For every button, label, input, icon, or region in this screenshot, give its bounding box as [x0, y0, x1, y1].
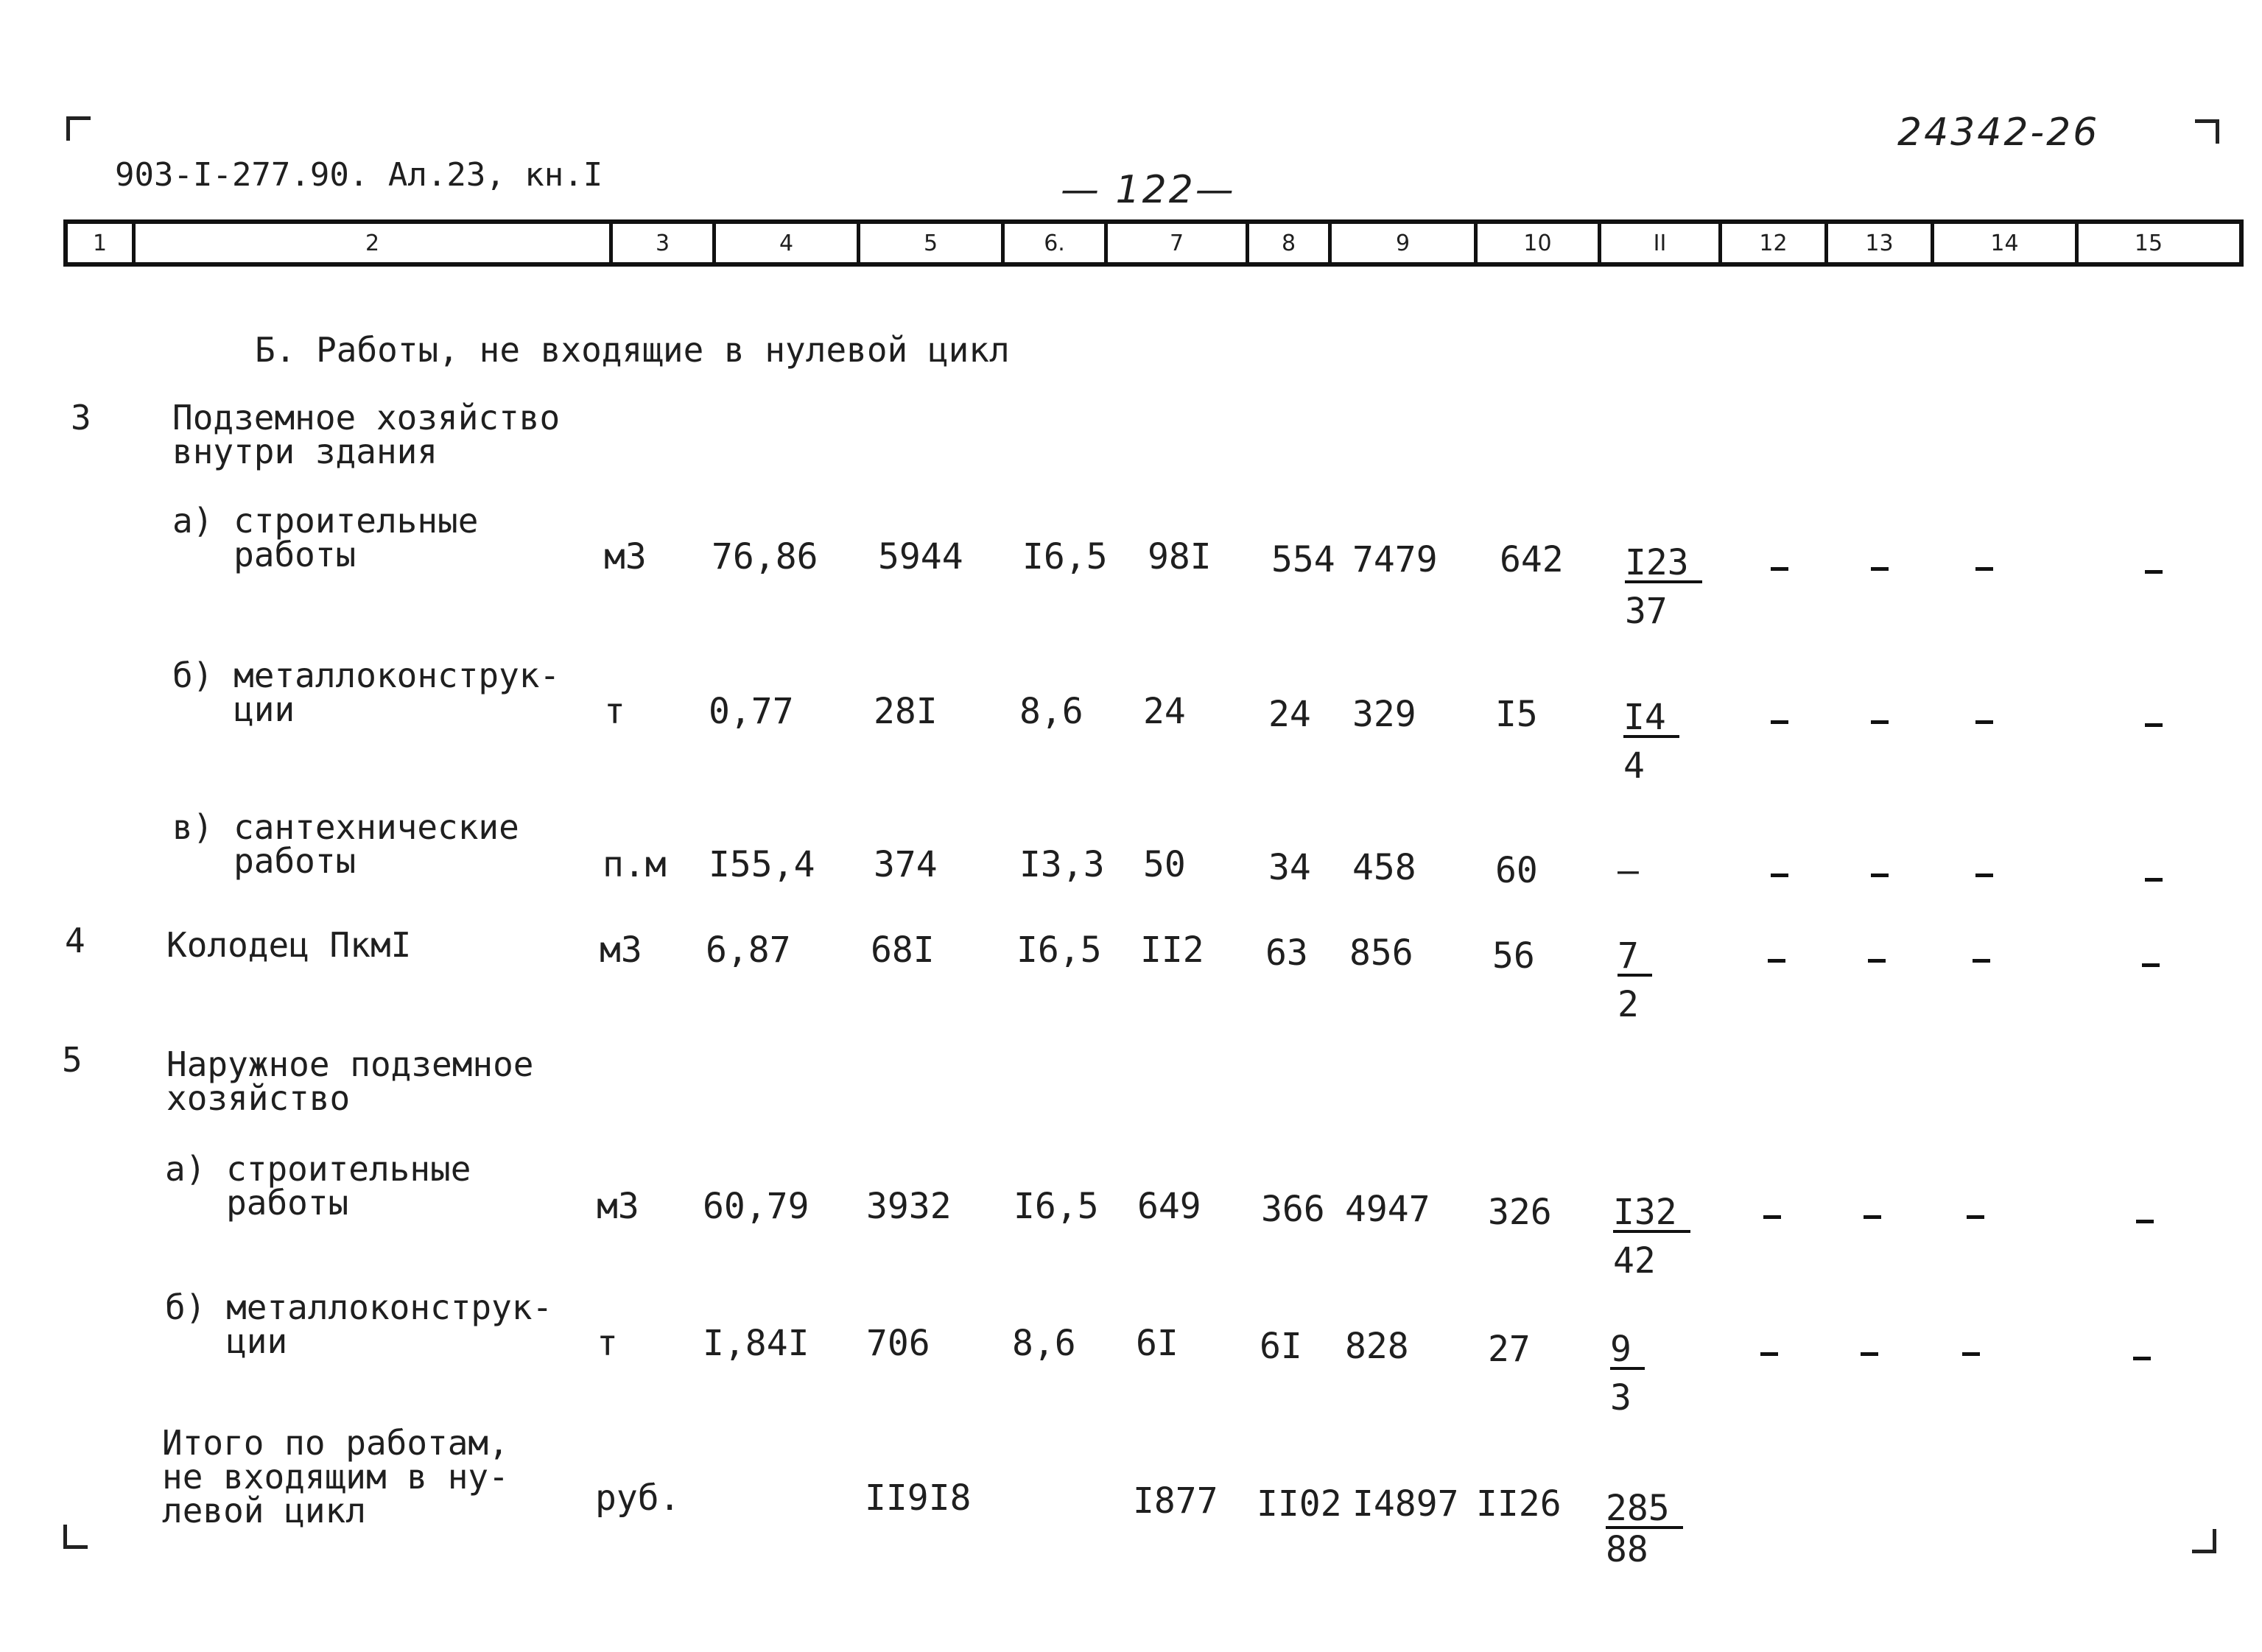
empty-cell-dash — [1967, 1215, 1984, 1219]
value-cell: – — [1618, 850, 1639, 891]
value-cell: I877 — [1133, 1480, 1218, 1522]
empty-cell-dash — [1871, 567, 1889, 571]
fraction-cell — [1625, 542, 1702, 632]
fraction-denominator: 88 — [1606, 1529, 1648, 1570]
row-name-line: Колодец ПкмI — [166, 925, 412, 965]
column-header: 9 — [1332, 224, 1478, 262]
cost-cell: 5944 — [878, 536, 963, 577]
value-cell: I5 — [1495, 694, 1538, 735]
empty-cell-dash — [2136, 1220, 2154, 1223]
column-header: II — [1601, 224, 1722, 262]
fraction-cell — [1618, 935, 1652, 1025]
group-number: 5 — [62, 1040, 82, 1080]
value-cell: 63 — [1265, 932, 1308, 974]
group-name-line: Подземное хозяйство — [172, 398, 561, 437]
group-name-line: хозяйство — [166, 1078, 351, 1118]
total-label-line: не входящим в ну- — [162, 1457, 509, 1497]
value-cell: 34 — [1268, 847, 1311, 888]
column-header: 4 — [716, 224, 860, 262]
value-cell: 6I — [1260, 1326, 1302, 1367]
column-header: 14 — [1934, 224, 2079, 262]
fraction-denominator: 37 — [1625, 591, 1668, 632]
quantity-cell: 76,86 — [712, 536, 818, 577]
value-cell: 366 — [1261, 1189, 1325, 1230]
column-header: 7 — [1108, 224, 1249, 262]
value-cell: 98I — [1148, 536, 1212, 577]
cost-cell: 28I — [874, 691, 938, 732]
quantity-cell: 60,79 — [703, 1186, 809, 1227]
column-header: 10 — [1478, 224, 1601, 262]
value-cell: 24 — [1268, 694, 1311, 735]
unit-cell: руб. — [595, 1477, 681, 1519]
value-cell: 56 — [1492, 935, 1535, 977]
row-name — [166, 925, 412, 965]
value-cell: I3,3 — [1019, 844, 1105, 885]
section-title: Б. Работы, не входящие в нулевой цикл — [255, 330, 1010, 370]
quantity-cell: 6,87 — [706, 929, 791, 971]
fraction-numerator: 285 — [1606, 1491, 1683, 1529]
column-header: 15 — [2134, 230, 2163, 256]
value-cell: 326 — [1488, 1192, 1552, 1233]
quantity-cell: I55,4 — [709, 844, 815, 885]
row-name — [172, 655, 561, 729]
fraction-numerator: I32 — [1613, 1195, 1690, 1233]
value-cell: 649 — [1137, 1186, 1201, 1227]
row-name-line: работы — [172, 535, 356, 574]
row-name — [172, 501, 479, 574]
column-header: 3 — [613, 224, 716, 262]
empty-cell-dash — [1760, 1352, 1778, 1356]
value-cell: II02 — [1257, 1483, 1342, 1525]
value-cell: 24 — [1143, 691, 1186, 732]
row-name-line: б) металлоконструк- — [165, 1287, 553, 1327]
value-cell: II2 — [1140, 929, 1204, 971]
quantity-cell: 0,77 — [709, 691, 794, 732]
fraction-cell — [1613, 1192, 1690, 1282]
value-cell: 8,6 — [1019, 691, 1083, 732]
row-name — [165, 1287, 553, 1361]
empty-cell-dash — [1771, 874, 1788, 877]
value-cell: I6,5 — [1014, 1186, 1099, 1227]
empty-cell-dash — [2145, 723, 2163, 727]
unit-cell: м3 — [604, 536, 647, 577]
empty-cell-dash — [1768, 959, 1785, 963]
row-name-line: работы — [165, 1183, 349, 1223]
cost-cell: II9I8 — [865, 1477, 972, 1519]
fraction-cell — [1606, 1488, 1683, 1570]
fraction-denominator: 4 — [1623, 745, 1645, 787]
empty-cell-dash — [1763, 1215, 1781, 1219]
fraction-numerator: 7 — [1618, 938, 1652, 977]
value-cell: I6,5 — [1016, 929, 1102, 971]
empty-cell-dash — [1771, 720, 1788, 724]
empty-cell-dash — [1871, 720, 1889, 724]
empty-cell-dash — [1975, 720, 1993, 724]
cost-cell: 68I — [871, 929, 935, 971]
value-cell: 554 — [1271, 539, 1335, 580]
value-cell: 642 — [1500, 539, 1564, 580]
fraction-denominator: 42 — [1613, 1240, 1656, 1282]
group-name-line: внутри здания — [172, 432, 438, 471]
empty-cell-dash — [1868, 959, 1886, 963]
empty-cell-dash — [2145, 570, 2163, 574]
cost-cell: 706 — [866, 1323, 930, 1364]
empty-cell-dash — [2133, 1357, 2151, 1360]
empty-cell-dash — [2142, 963, 2160, 967]
value-cell: I6,5 — [1022, 536, 1108, 577]
total-label-line: левой цикл — [162, 1491, 366, 1530]
fraction-denominator: 3 — [1610, 1377, 1631, 1419]
empty-cell-dash — [1871, 874, 1889, 877]
fraction-cell — [1610, 1329, 1645, 1419]
group-name-line: Наружное подземное — [166, 1044, 534, 1084]
corner-mark-bottom-right — [2192, 1529, 2216, 1553]
empty-cell-dash — [1864, 1215, 1881, 1219]
empty-cell-dash — [2145, 878, 2163, 882]
group-name — [166, 1044, 534, 1118]
value-cell: 329 — [1352, 694, 1416, 735]
cost-cell: 3932 — [866, 1186, 952, 1227]
fraction-numerator: 9 — [1610, 1332, 1645, 1370]
sheet-number: 24342-26 — [1897, 110, 2100, 155]
value-cell: II26 — [1476, 1483, 1562, 1525]
unit-cell: т — [597, 1323, 618, 1364]
group-name — [172, 398, 561, 471]
row-name — [165, 1149, 471, 1223]
unit-cell: м3 — [600, 929, 642, 971]
cost-cell: 374 — [874, 844, 938, 885]
row-name-line: работы — [172, 841, 356, 881]
empty-cell-dash — [1975, 567, 1993, 571]
empty-cell-dash — [1771, 567, 1788, 571]
row-name-line: а) строительные — [172, 501, 479, 541]
value-cell: 27 — [1488, 1329, 1531, 1370]
value-cell: 6I — [1136, 1323, 1179, 1364]
row-name-line: ции — [172, 689, 295, 729]
value-cell: 458 — [1352, 847, 1416, 888]
value-cell: 50 — [1143, 844, 1186, 885]
row-number: 4 — [65, 921, 85, 960]
value-cell: 856 — [1349, 932, 1413, 974]
row-name-line: б) металлоконструк- — [172, 655, 561, 695]
value-cell: 7479 — [1352, 539, 1438, 580]
value-cell: 60 — [1495, 850, 1538, 891]
quantity-cell: I,84I — [703, 1323, 809, 1364]
value-cell: 8,6 — [1012, 1323, 1076, 1364]
corner-mark-bottom-left — [63, 1525, 88, 1549]
column-header: 8 — [1249, 224, 1332, 262]
row-name-line: а) строительные — [165, 1149, 471, 1189]
empty-cell-dash — [1975, 874, 1993, 877]
value-cell: I4897 — [1352, 1483, 1459, 1525]
fraction-numerator: I4 — [1623, 700, 1679, 738]
unit-cell: м3 — [597, 1186, 639, 1227]
unit-cell: т — [604, 691, 625, 732]
row-name — [172, 807, 519, 881]
value-cell: 828 — [1345, 1326, 1409, 1367]
column-header: 13 — [1828, 224, 1934, 262]
fraction-numerator: I23 — [1625, 545, 1702, 583]
empty-cell-dash — [1973, 959, 1990, 963]
row-name-line: ции — [165, 1321, 288, 1361]
group-number: 3 — [71, 398, 91, 437]
total-label — [162, 1423, 509, 1530]
empty-cell-dash — [1962, 1352, 1980, 1356]
fraction-denominator: 2 — [1618, 984, 1639, 1025]
corner-mark-top-right — [2195, 119, 2219, 144]
value-cell: 4947 — [1345, 1189, 1430, 1230]
corner-mark-top-left — [66, 116, 91, 141]
page-number: — 122— — [1061, 168, 1236, 212]
column-header: 12 — [1722, 224, 1828, 262]
empty-cell-dash — [1861, 1352, 1878, 1356]
column-header: 6. — [1005, 224, 1108, 262]
row-name-line: в) сантехнические — [172, 807, 519, 847]
unit-cell: п.м — [603, 844, 667, 885]
fraction-cell — [1623, 697, 1679, 787]
column-header: 1 — [68, 224, 136, 262]
document-code: 903-I-277.90. Ал.23, кн.I — [115, 156, 603, 194]
column-header: 2 — [136, 224, 613, 262]
column-number-header — [63, 219, 2244, 267]
column-header: 5 — [860, 224, 1005, 262]
total-label-line: Итого по работам, — [162, 1423, 509, 1463]
